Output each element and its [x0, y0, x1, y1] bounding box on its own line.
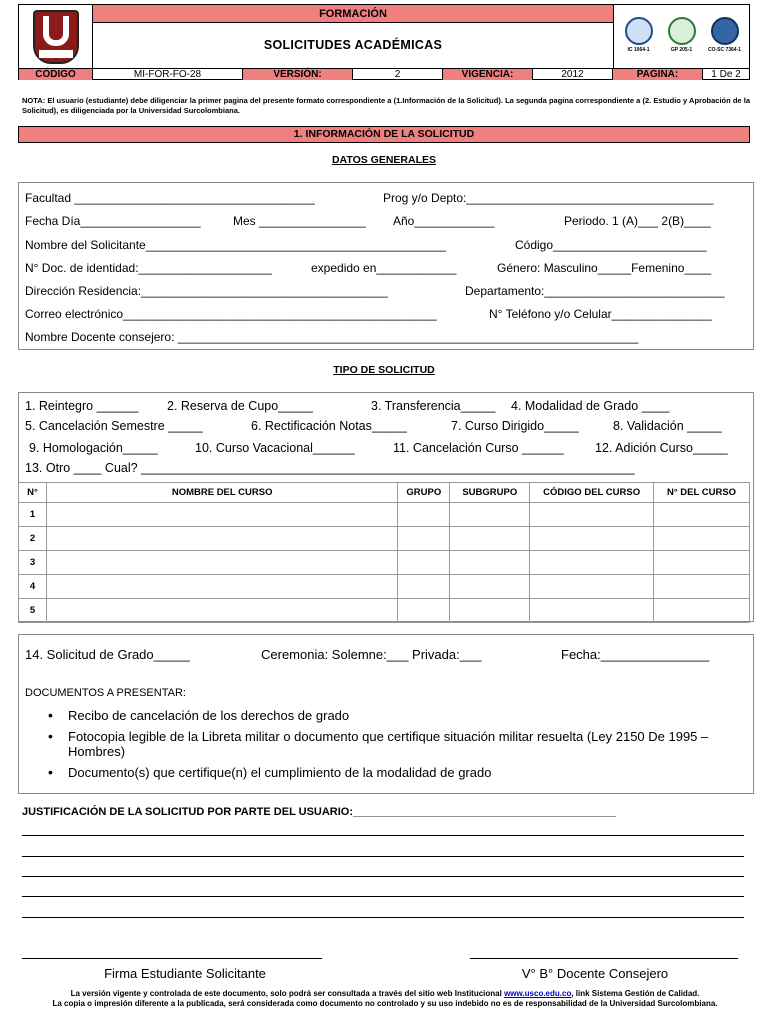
table-header-row — [19, 483, 750, 503]
justificacion-line[interactable] — [22, 835, 744, 836]
courses-table — [18, 482, 750, 623]
signature-line-docente[interactable] — [470, 958, 738, 959]
telefono-field[interactable]: N° Teléfono y/o Celular_______________ — [489, 307, 712, 321]
facultad-field[interactable]: Facultad ____________________________________ — [25, 191, 315, 205]
tipo-solicitud-title: TIPO DE SOLICITUD — [333, 364, 435, 376]
document-header — [18, 4, 750, 80]
pagina-value: 1 De 2 — [711, 69, 741, 80]
periodo-field[interactable]: Periodo. 1 (A)___ 2(B)____ — [564, 214, 711, 228]
codigo-value: MI-FOR-FO-28 — [93, 69, 243, 80]
docente-consejero-field[interactable]: Nombre Docente consejero: _____________________________________________________________________ — [25, 330, 639, 344]
table-row[interactable] — [19, 575, 750, 599]
option-reintegro[interactable]: 1. Reintegro ______ — [25, 399, 139, 413]
option-cancelacion-curso[interactable]: 11. Cancelación Curso ______ — [393, 441, 564, 455]
justificacion-line[interactable] — [22, 856, 744, 857]
section-1-title: 1. INFORMACIÓN DE LA SOLICITUD — [18, 126, 750, 143]
col-numero-curso: N° DEL CURSO — [654, 483, 750, 503]
row-number: 5 — [19, 599, 47, 623]
iqnet-cert-icon: CO-SC 7364-1 — [707, 17, 743, 57]
doc-identidad-field[interactable]: N° Doc. de identidad:____________________ — [25, 261, 273, 275]
list-item: • Documento(s) que certifique(n) el cumplimiento de la modalidad de grado — [48, 765, 748, 780]
section-label: FORMACIÓN — [93, 5, 613, 23]
gp-cert-icon: GP 205-1 — [664, 17, 700, 57]
anio-field[interactable]: Año____________ — [393, 214, 495, 228]
list-item: • Fotocopia legible de la Libreta militar o documento que certifique situación militar resuelta (Ley 2150 De 1995 – Hombres) — [48, 729, 748, 759]
justificacion-line[interactable] — [22, 917, 744, 918]
departamento-field[interactable]: Departamento:___________________________ — [465, 284, 725, 298]
datos-generales-title: DATOS GENERALES — [331, 154, 437, 166]
codigo-field[interactable]: Código_______________________ — [515, 238, 707, 252]
direccion-field[interactable]: Dirección Residencia:_____________________________________ — [25, 284, 388, 298]
option-cancelacion-semestre[interactable]: 5. Cancelación Semestre _____ — [25, 419, 203, 433]
option-reserva-cupo[interactable]: 2. Reserva de Cupo_____ — [167, 399, 313, 413]
option-modalidad-grado[interactable]: 4. Modalidad de Grado ____ — [511, 399, 670, 413]
option-rectificacion-notas[interactable]: 6. Rectificación Notas_____ — [251, 419, 407, 433]
col-nombre-curso: NOMBRE DEL CURSO — [46, 483, 397, 503]
signature-line-estudiante[interactable] — [22, 958, 322, 959]
genero-field[interactable]: Género: Masculino_____Femenino____ — [497, 261, 712, 275]
vigencia-label: VIGENCIA: — [443, 69, 533, 80]
row-number: 4 — [19, 575, 47, 599]
col-codigo-curso: CÓDIGO DEL CURSO — [530, 483, 654, 503]
justificacion-line[interactable] — [22, 876, 744, 877]
mes-field[interactable]: Mes ________________ — [233, 214, 366, 228]
col-subgrupo: SUBGRUPO — [450, 483, 530, 503]
option-validacion[interactable]: 8. Validación _____ — [613, 419, 722, 433]
list-item: • Recibo de cancelación de los derechos de grado — [48, 708, 748, 723]
col-numero: N° — [19, 483, 47, 503]
justificacion-label[interactable]: JUSTIFICACIÓN DE LA SOLICITUD POR PARTE DEL USUARIO:___________________________________________ — [22, 806, 617, 818]
row-number: 1 — [19, 503, 47, 527]
nombre-solicitante-field[interactable]: Nombre del Solicitante_____________________________________________ — [25, 238, 447, 252]
version-label: VERSIÓN: — [243, 69, 353, 80]
documentos-title: DOCUMENTOS A PRESENTAR: — [25, 687, 186, 699]
firma-estudiante-label: Firma Estudiante Solicitante — [104, 966, 266, 981]
correo-field[interactable]: Correo electrónico_______________________________________________ — [25, 307, 437, 321]
row-number: 2 — [19, 527, 47, 551]
table-row[interactable] — [19, 527, 750, 551]
footer-note: La versión vigente y controlada de este documento, solo podrá ser consultada a través del sitio web Institucional www.usco.edu.co, link Sistema Gestión de Calidad. La copia o impresión diferente a la publicada, será considerada como documento no controlado y su uso indebido no es de responsabilidad de la Universidad Surcolombiana. — [52, 989, 718, 1008]
iso-cert-icon: IC 1064-1 — [621, 17, 657, 57]
documents-list — [48, 708, 748, 786]
option-transferencia[interactable]: 3. Transferencia_____ — [371, 399, 496, 413]
col-grupo: GRUPO — [398, 483, 450, 503]
solicitud-grado-field[interactable]: 14. Solicitud de Grado_____ — [25, 647, 190, 662]
table-row[interactable] — [19, 551, 750, 575]
document-title: SOLICITUDES ACADÉMICAS — [263, 38, 443, 52]
fecha-grado-field[interactable]: Fecha:_______________ — [561, 647, 710, 662]
expedido-field[interactable]: expedido en____________ — [311, 261, 457, 275]
usco-link[interactable]: www.usco.edu.co — [504, 989, 572, 998]
certification-logos — [613, 5, 749, 68]
vigencia-value: 2012 — [533, 69, 613, 80]
option-homologacion[interactable]: 9. Homologación_____ — [29, 441, 158, 455]
meta-row — [19, 68, 749, 80]
codigo-label: CÓDIGO — [19, 69, 93, 80]
shield-icon — [33, 10, 79, 64]
university-logo — [19, 5, 93, 68]
option-otro[interactable]: 13. Otro ____ Cual? _______________________________________________________________________ — [25, 461, 635, 475]
pagina-label: PAGINA: — [613, 69, 703, 80]
row-number: 3 — [19, 551, 47, 575]
version-value: 2 — [353, 69, 443, 80]
option-curso-vacacional[interactable]: 10. Curso Vacacional______ — [195, 441, 355, 455]
nota-text: NOTA: El usuario (estudiante) debe diligenciar la primer pagina del presente formato correspondiente a (1.Información de la Solicitud). La segunda pagina correspondiente a (2. Estudio y Aprobación de la Solicitud), es diligenciada por la Universidad Surcolombiana. — [22, 96, 750, 115]
prog-field[interactable]: Prog y/o Depto:_____________________________________ — [383, 191, 714, 205]
ceremonia-field[interactable]: Ceremonia: Solemne:___ Privada:___ — [261, 647, 482, 662]
table-row[interactable] — [19, 503, 750, 527]
justificacion-line[interactable] — [22, 896, 744, 897]
option-curso-dirigido[interactable]: 7. Curso Dirigido_____ — [451, 419, 579, 433]
table-row[interactable] — [19, 599, 750, 623]
option-adicion-curso[interactable]: 12. Adición Curso_____ — [595, 441, 728, 455]
datos-generales-box — [18, 182, 754, 350]
firma-docente-label: V° B° Docente Consejero — [521, 966, 669, 981]
fecha-dia-field[interactable]: Fecha Día__________________ — [25, 214, 201, 228]
